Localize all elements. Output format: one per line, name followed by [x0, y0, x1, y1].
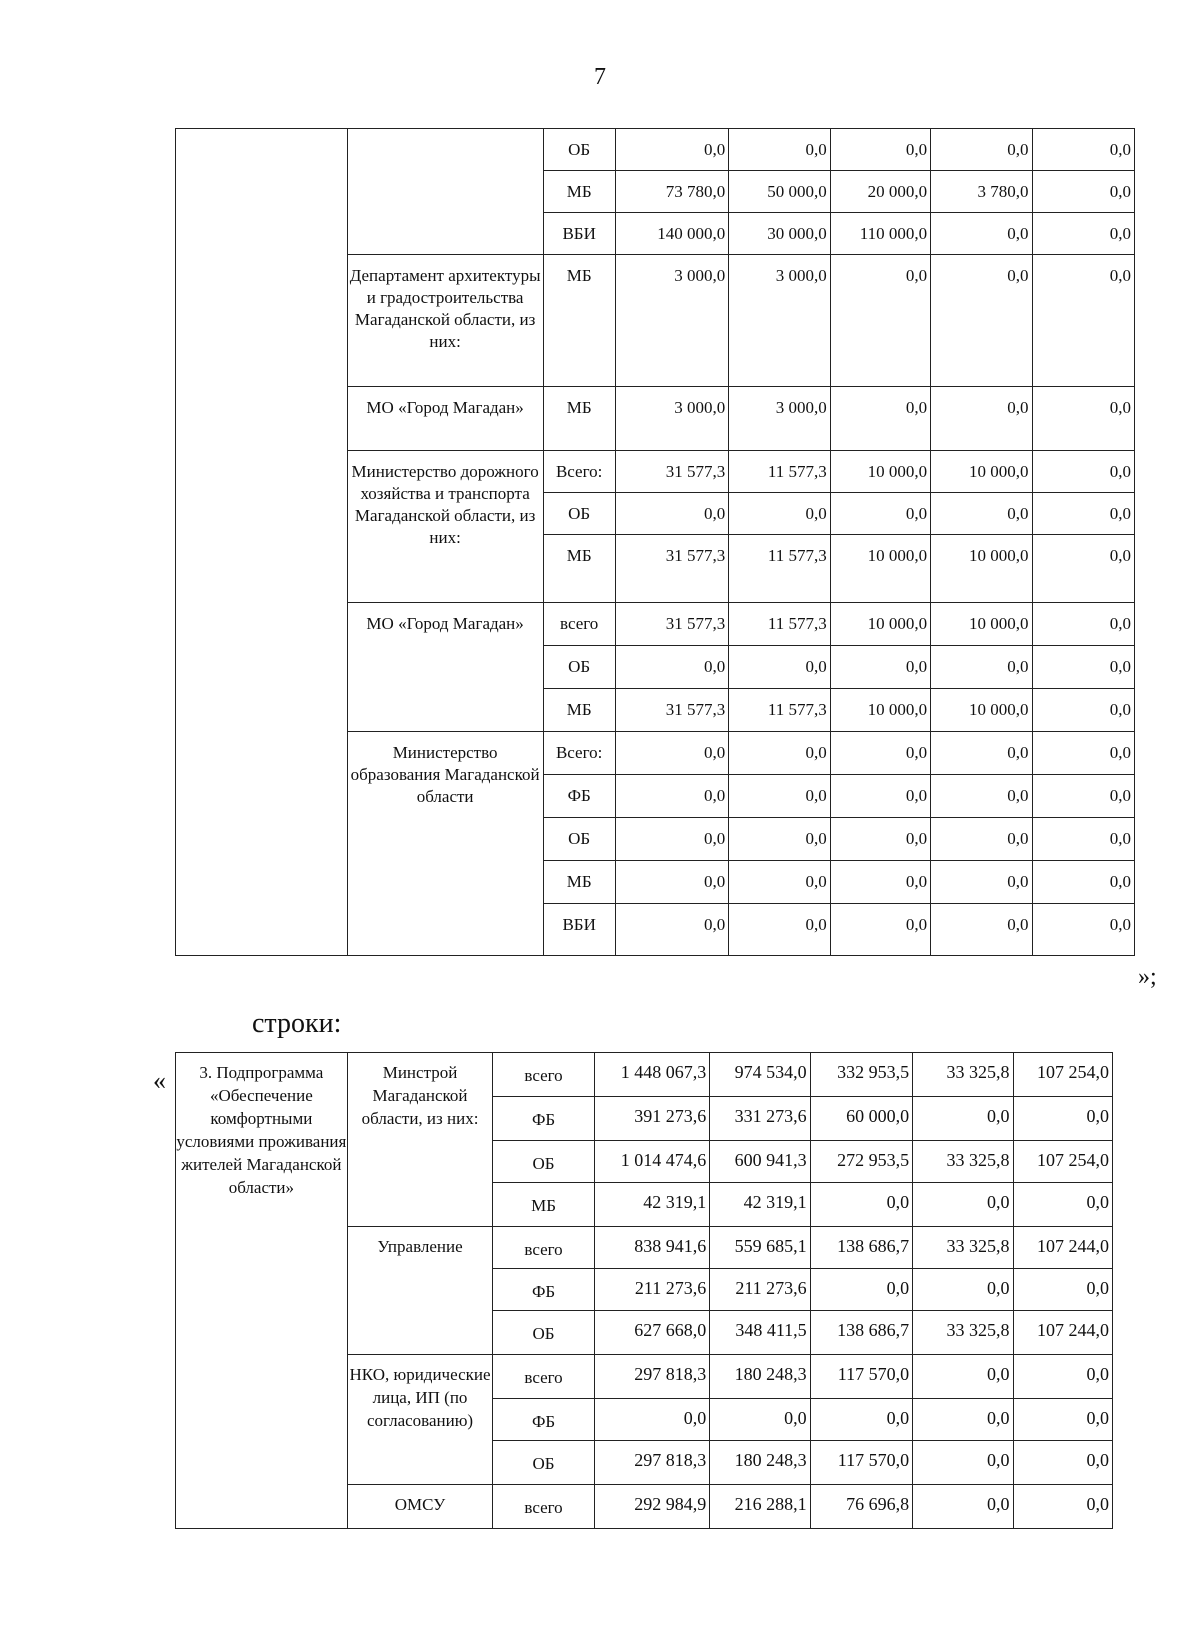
value-cell: 0,0	[1032, 732, 1134, 775]
value-cell: 0,0	[810, 1399, 912, 1441]
source-cell: МБ	[493, 1183, 594, 1227]
source-cell: ОБ	[493, 1141, 594, 1183]
value-cell: 10 000,0	[931, 535, 1032, 603]
value-cell: 0,0	[931, 213, 1032, 255]
value-cell: 31 577,3	[615, 603, 728, 646]
org-name: Министерство образования Магаданской области	[347, 732, 543, 956]
value-cell: 331 273,6	[710, 1097, 810, 1141]
value-cell: 0,0	[1032, 451, 1134, 493]
value-cell: 0,0	[615, 818, 728, 861]
value-cell: 292 984,9	[594, 1485, 709, 1529]
value-cell: 297 818,3	[594, 1441, 709, 1485]
value-cell: 10 000,0	[830, 451, 930, 493]
value-cell: 0,0	[830, 732, 930, 775]
value-cell: 42 319,1	[710, 1183, 810, 1227]
value-cell: 0,0	[1013, 1269, 1113, 1311]
value-cell: 974 534,0	[710, 1053, 810, 1097]
source-cell: МБ	[543, 535, 615, 603]
value-cell: 0,0	[913, 1485, 1013, 1529]
value-cell: 0,0	[913, 1269, 1013, 1311]
source-cell: МБ	[543, 255, 615, 387]
value-cell: 0,0	[1013, 1355, 1113, 1399]
value-cell: 33 325,8	[913, 1141, 1013, 1183]
value-cell: 332 953,5	[810, 1053, 912, 1097]
source-cell: ОБ	[543, 493, 615, 535]
closing-quote: »;	[1138, 964, 1157, 990]
value-cell: 627 668,0	[594, 1311, 709, 1355]
value-cell: 0,0	[913, 1183, 1013, 1227]
source-cell: ФБ	[543, 775, 615, 818]
value-cell: 180 248,3	[710, 1355, 810, 1399]
value-cell: 11 577,3	[729, 603, 830, 646]
opening-quote: «	[153, 1066, 166, 1095]
value-cell: 107 254,0	[1013, 1053, 1113, 1097]
value-cell: 0,0	[1032, 493, 1134, 535]
source-cell: всего	[493, 1485, 594, 1529]
org-cell	[347, 129, 543, 255]
value-cell: 11 577,3	[729, 689, 830, 732]
source-cell: МБ	[543, 171, 615, 213]
value-cell: 0,0	[931, 732, 1032, 775]
value-cell: 0,0	[1032, 689, 1134, 732]
value-cell: 0,0	[1032, 904, 1134, 956]
value-cell: 10 000,0	[931, 451, 1032, 493]
value-cell: 0,0	[830, 387, 930, 451]
table-row	[176, 129, 1135, 171]
source-cell: ФБ	[493, 1269, 594, 1311]
subprogram-name: 3. Подпрограмма «Обеспечение комфортными условиями проживания жителей Магаданской области»	[176, 1053, 348, 1529]
value-cell: 0,0	[729, 904, 830, 956]
value-cell: 30 000,0	[729, 213, 830, 255]
value-cell: 3 000,0	[615, 387, 728, 451]
value-cell: 0,0	[913, 1399, 1013, 1441]
value-cell: 0,0	[931, 904, 1032, 956]
value-cell: 0,0	[1032, 775, 1134, 818]
source-cell: всего	[493, 1227, 594, 1269]
value-cell: 11 577,3	[729, 535, 830, 603]
value-cell: 0,0	[1032, 861, 1134, 904]
value-cell: 0,0	[1032, 129, 1134, 171]
source-cell: ОБ	[543, 129, 615, 171]
org-name: НКО, юридические лица, ИП (по согласованию)	[347, 1355, 493, 1485]
value-cell: 0,0	[1013, 1485, 1113, 1529]
value-cell: 10 000,0	[830, 689, 930, 732]
value-cell: 0,0	[1032, 603, 1134, 646]
source-cell: ФБ	[493, 1097, 594, 1141]
value-cell: 0,0	[1013, 1441, 1113, 1485]
value-cell: 0,0	[729, 732, 830, 775]
value-cell: 0,0	[729, 775, 830, 818]
source-cell: МБ	[543, 861, 615, 904]
value-cell: 559 685,1	[710, 1227, 810, 1269]
value-cell: 0,0	[615, 732, 728, 775]
value-cell: 31 577,3	[615, 451, 728, 493]
value-cell: 138 686,7	[810, 1311, 912, 1355]
source-cell: ОБ	[493, 1311, 594, 1355]
source-cell: Всего:	[543, 451, 615, 493]
value-cell: 0,0	[830, 255, 930, 387]
value-cell: 0,0	[729, 493, 830, 535]
value-cell: 0,0	[1032, 255, 1134, 387]
source-cell: ОБ	[543, 646, 615, 689]
source-cell: ОБ	[543, 818, 615, 861]
value-cell: 107 244,0	[1013, 1311, 1113, 1355]
value-cell: 0,0	[1013, 1183, 1113, 1227]
value-cell: 0,0	[931, 818, 1032, 861]
value-cell: 0,0	[931, 493, 1032, 535]
value-cell: 31 577,3	[615, 689, 728, 732]
value-cell: 0,0	[931, 775, 1032, 818]
value-cell: 0,0	[830, 818, 930, 861]
value-cell: 0,0	[830, 775, 930, 818]
source-cell: Всего:	[543, 732, 615, 775]
org-name: Минстрой Магаданской области, из них:	[347, 1053, 493, 1227]
value-cell: 0,0	[615, 904, 728, 956]
value-cell: 42 319,1	[594, 1183, 709, 1227]
value-cell: 0,0	[1032, 535, 1134, 603]
value-cell: 0,0	[1032, 387, 1134, 451]
value-cell: 33 325,8	[913, 1053, 1013, 1097]
value-cell: 107 244,0	[1013, 1227, 1113, 1269]
value-cell: 0,0	[931, 646, 1032, 689]
value-cell: 0,0	[810, 1269, 912, 1311]
subprogram-table	[175, 1052, 1113, 1529]
value-cell: 0,0	[830, 493, 930, 535]
value-cell: 211 273,6	[594, 1269, 709, 1311]
org-name: Управление	[347, 1227, 493, 1355]
value-cell: 20 000,0	[830, 171, 930, 213]
value-cell: 0,0	[931, 255, 1032, 387]
value-cell: 180 248,3	[710, 1441, 810, 1485]
value-cell: 0,0	[830, 861, 930, 904]
source-cell: ОБ	[493, 1441, 594, 1485]
value-cell: 10 000,0	[931, 603, 1032, 646]
lines-label: строки:	[252, 1008, 342, 1039]
value-cell: 0,0	[615, 493, 728, 535]
source-cell: МБ	[543, 689, 615, 732]
value-cell: 10 000,0	[931, 689, 1032, 732]
value-cell: 0,0	[931, 387, 1032, 451]
budget-table-continued	[175, 128, 1135, 956]
value-cell: 0,0	[729, 129, 830, 171]
page-number: 7	[594, 64, 606, 90]
value-cell: 0,0	[1032, 213, 1134, 255]
value-cell: 0,0	[1032, 818, 1134, 861]
value-cell: 10 000,0	[830, 603, 930, 646]
value-cell: 10 000,0	[830, 535, 930, 603]
value-cell: 3 780,0	[931, 171, 1032, 213]
value-cell: 0,0	[1013, 1097, 1113, 1141]
org-name: МО «Город Магадан»	[347, 603, 543, 732]
value-cell: 0,0	[913, 1355, 1013, 1399]
value-cell: 107 254,0	[1013, 1141, 1113, 1183]
org-name: ОМСУ	[347, 1485, 493, 1529]
value-cell: 272 953,5	[810, 1141, 912, 1183]
value-cell: 0,0	[729, 646, 830, 689]
value-cell: 0,0	[710, 1399, 810, 1441]
value-cell: 110 000,0	[830, 213, 930, 255]
value-cell: 140 000,0	[615, 213, 728, 255]
value-cell: 60 000,0	[810, 1097, 912, 1141]
source-cell: всего	[543, 603, 615, 646]
value-cell: 76 696,8	[810, 1485, 912, 1529]
value-cell: 391 273,6	[594, 1097, 709, 1141]
value-cell: 1 014 474,6	[594, 1141, 709, 1183]
source-cell: ФБ	[493, 1399, 594, 1441]
value-cell: 838 941,6	[594, 1227, 709, 1269]
value-cell: 73 780,0	[615, 171, 728, 213]
value-cell: 31 577,3	[615, 535, 728, 603]
org-name: Департамент архитектуры и градостроительства Магаданской области, из них:	[347, 255, 543, 387]
value-cell: 3 000,0	[729, 387, 830, 451]
value-cell: 0,0	[931, 129, 1032, 171]
org-name: МО «Город Магадан»	[347, 387, 543, 451]
value-cell: 0,0	[810, 1183, 912, 1227]
value-cell: 138 686,7	[810, 1227, 912, 1269]
value-cell: 600 941,3	[710, 1141, 810, 1183]
value-cell: 11 577,3	[729, 451, 830, 493]
value-cell: 0,0	[830, 904, 930, 956]
table-row	[176, 1053, 1113, 1097]
value-cell: 211 273,6	[710, 1269, 810, 1311]
value-cell: 0,0	[1032, 646, 1134, 689]
value-cell: 297 818,3	[594, 1355, 709, 1399]
value-cell: 117 570,0	[810, 1355, 912, 1399]
value-cell: 0,0	[830, 646, 930, 689]
value-cell: 3 000,0	[615, 255, 728, 387]
value-cell: 0,0	[913, 1441, 1013, 1485]
value-cell: 0,0	[615, 861, 728, 904]
source-cell: всего	[493, 1053, 594, 1097]
value-cell: 0,0	[1032, 171, 1134, 213]
value-cell: 33 325,8	[913, 1227, 1013, 1269]
value-cell: 117 570,0	[810, 1441, 912, 1485]
value-cell: 0,0	[615, 646, 728, 689]
source-cell: ВБИ	[543, 213, 615, 255]
value-cell: 0,0	[615, 775, 728, 818]
value-cell: 33 325,8	[913, 1311, 1013, 1355]
value-cell: 0,0	[729, 861, 830, 904]
value-cell: 0,0	[729, 818, 830, 861]
program-cell	[176, 129, 348, 956]
value-cell: 1 448 067,3	[594, 1053, 709, 1097]
source-cell: МБ	[543, 387, 615, 451]
value-cell: 0,0	[830, 129, 930, 171]
value-cell: 348 411,5	[710, 1311, 810, 1355]
value-cell: 3 000,0	[729, 255, 830, 387]
source-cell: ВБИ	[543, 904, 615, 956]
source-cell: всего	[493, 1355, 594, 1399]
value-cell: 0,0	[594, 1399, 709, 1441]
value-cell: 0,0	[1013, 1399, 1113, 1441]
value-cell: 0,0	[913, 1097, 1013, 1141]
value-cell: 216 288,1	[710, 1485, 810, 1529]
value-cell: 50 000,0	[729, 171, 830, 213]
org-name: Министерство дорожного хозяйства и транспорта Магаданской области, из них:	[347, 451, 543, 603]
value-cell: 0,0	[615, 129, 728, 171]
value-cell: 0,0	[931, 861, 1032, 904]
